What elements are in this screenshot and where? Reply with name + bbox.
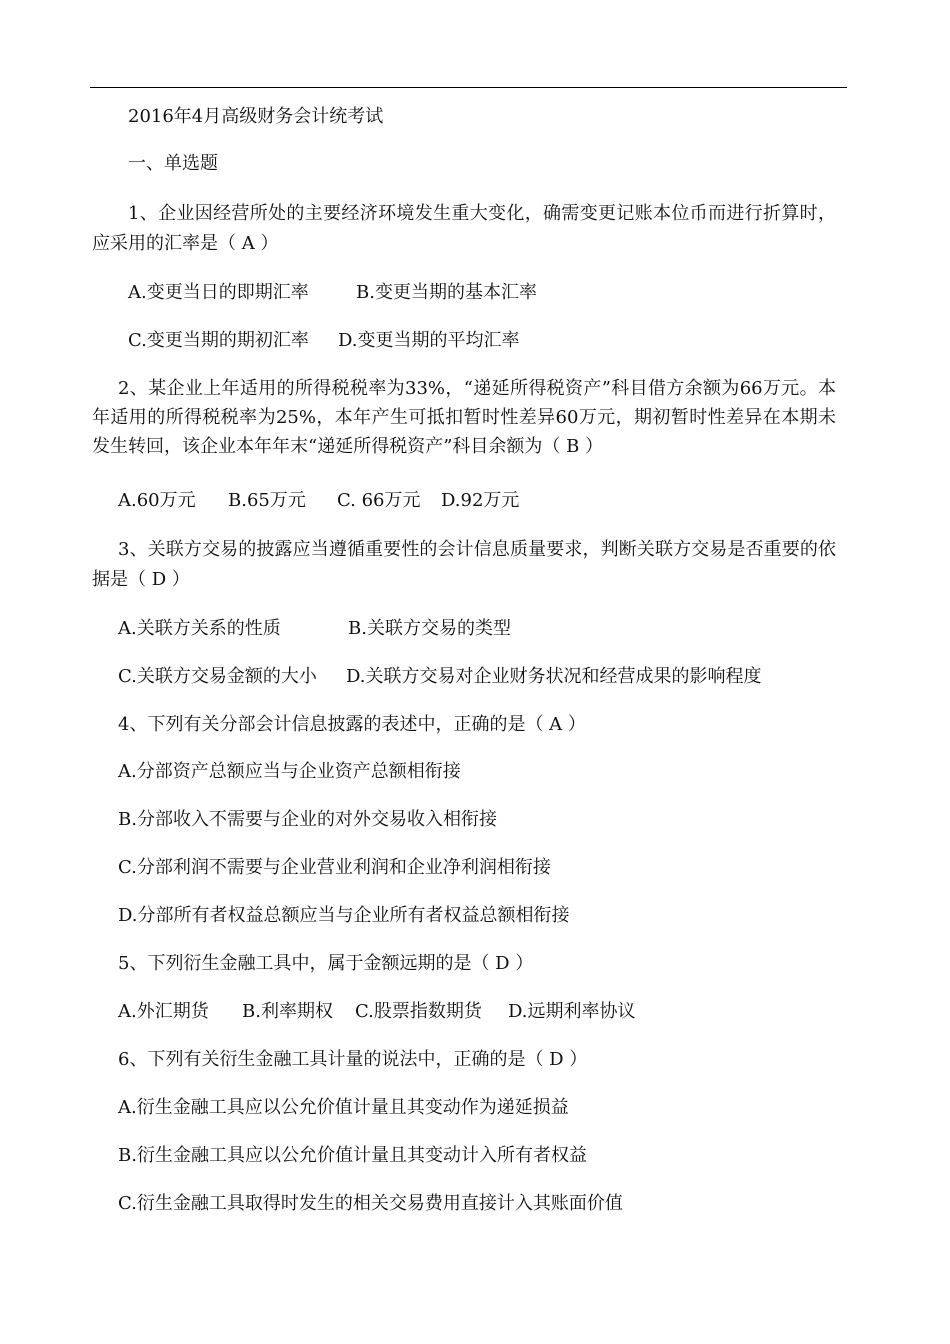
question-1-stem: 1、企业因经营所处的主要经济环境发生重大变化，确需变更记账本位币而进行折算时，应采用的汇率是（ A ） [92, 203, 836, 254]
question-6-option-a: A.衍生金融工具应以公允价值计量且其变动作为递延损益 [118, 1097, 569, 1118]
question-1-option-c: C.变更当期的期初汇率 [128, 330, 309, 351]
question-6-option-b: B.衍生金融工具应以公允价值计量且其变动计入所有者权益 [118, 1145, 587, 1166]
question-3-stem: 3、关联方交易的披露应当遵循重要性的会计信息质量要求，判断关联方交易是否重要的依据是（ D ） [92, 539, 836, 590]
document-title: 2016年4月高级财务会计统考试 [128, 106, 384, 127]
question-4-option-d: D.分部所有者权益总额应当与企业所有者权益总额相衔接 [118, 905, 570, 926]
question-6-stem: 6、下列有关衍生金融工具计量的说法中，正确的是（ D ） [118, 1049, 588, 1070]
question-1-option-b: B.变更当期的基本汇率 [356, 282, 537, 303]
question-2-option-d: D.92万元 [441, 490, 520, 511]
question-2-option-a: A.60万元 [118, 490, 196, 511]
question-1-option-a: A.变更当日的即期汇率 [128, 282, 309, 303]
question-2-option-c: C. 66万元 [337, 490, 421, 511]
question-3-option-d: D.关联方交易对企业财务状况和经营成果的影响程度 [346, 666, 762, 687]
question-5-stem: 5、下列衍生金融工具中，属于金额远期的是（ D ） [118, 953, 534, 974]
question-5-option-a: A.外汇期货 [118, 1001, 209, 1022]
question-6-option-c: C.衍生金融工具取得时发生的相关交易费用直接计入其账面价值 [118, 1193, 623, 1214]
question-5-option-d: D.远期利率协议 [508, 1001, 636, 1022]
question-2-stem: 2、某企业上年适用的所得税税率为33%，“递延所得税资产”科目借方余额为66万元。本年适用的所得税税率为25%，本年产生可抵扣暂时性差异60万元，期初暂时性差异在本期未发生转回，该企业本年年末“递延所得税资产”科目余额为（ B ） [92, 378, 836, 457]
question-4-option-c: C.分部利润不需要与企业营业利润和企业净利润相衔接 [118, 857, 551, 878]
header-rule [90, 87, 847, 88]
question-5-option-c: C.股票指数期货 [355, 1001, 482, 1022]
question-4-stem: 4、下列有关分部会计信息披露的表述中，正确的是（ A ） [118, 714, 586, 735]
question-3-option-b: B.关联方交易的类型 [348, 618, 511, 639]
question-2-option-b: B.65万元 [228, 490, 306, 511]
question-3-option-a: A.关联方关系的性质 [118, 618, 281, 639]
section-heading: 一、单选题 [128, 153, 218, 174]
question-4-option-a: A.分部资产总额应当与企业资产总额相衔接 [118, 761, 461, 782]
question-4-option-b: B.分部收入不需要与企业的对外交易收入相衔接 [118, 809, 497, 830]
question-1-option-d: D.变更当期的平均汇率 [338, 330, 520, 351]
question-3-option-c: C.关联方交易金额的大小 [118, 666, 317, 687]
question-5-option-b: B.利率期权 [242, 1001, 333, 1022]
